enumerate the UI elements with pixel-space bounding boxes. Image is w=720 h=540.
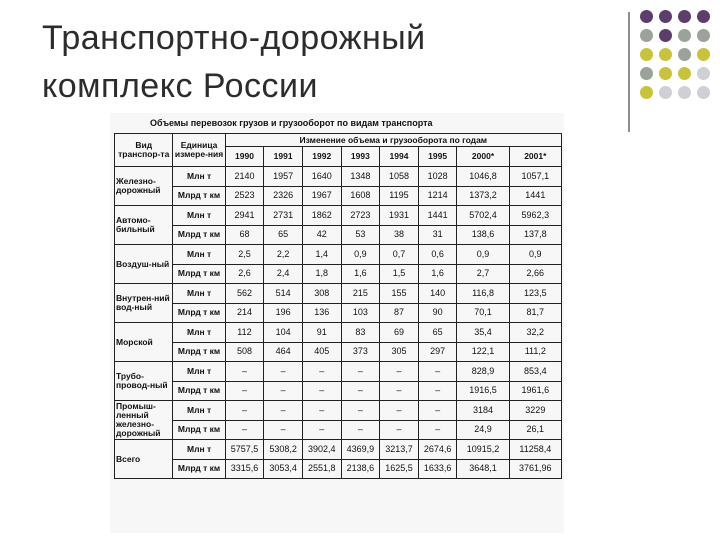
value-cell: 81,7 (509, 303, 561, 323)
value-cell: 140 (418, 284, 457, 304)
value-cell: 3184 (457, 401, 509, 421)
value-cell: 308 (302, 284, 341, 304)
value-cell: 3902,4 (302, 440, 341, 460)
value-cell: – (302, 420, 341, 440)
value-cell: 1,8 (302, 264, 341, 284)
value-cell: 2674,6 (418, 440, 457, 460)
value-cell: 1441 (509, 186, 561, 206)
value-cell: 138,6 (457, 225, 509, 245)
value-cell: – (264, 420, 303, 440)
value-cell: – (302, 401, 341, 421)
unit: Млрд т км (173, 459, 225, 479)
value-cell: – (264, 362, 303, 382)
value-cell: 2,7 (457, 264, 509, 284)
value-cell: 2326 (264, 186, 303, 206)
value-cell: 1195 (380, 186, 419, 206)
header-year: 1993 (341, 147, 380, 167)
value-cell: – (380, 420, 419, 440)
value-cell: 11258,4 (509, 440, 561, 460)
title-line-2: комплекс России (42, 67, 318, 105)
value-cell: 122,1 (457, 342, 509, 362)
unit: Млрд т км (173, 381, 225, 401)
decorative-divider (628, 12, 630, 132)
value-cell: 65 (418, 323, 457, 343)
value-cell: 1957 (264, 167, 303, 187)
value-cell: 5702,4 (457, 206, 509, 226)
decorative-dot (640, 48, 653, 61)
value-cell: 828,9 (457, 362, 509, 382)
value-cell: 1961,6 (509, 381, 561, 401)
value-cell: 196 (264, 303, 303, 323)
value-cell: 24,9 (457, 420, 509, 440)
table-row (115, 206, 562, 226)
header-unit: Единица измере-ния (173, 134, 225, 167)
value-cell: – (302, 381, 341, 401)
value-cell: 215 (341, 284, 380, 304)
table-row (115, 303, 562, 323)
value-cell: 1028 (418, 167, 457, 187)
value-cell: 104 (264, 323, 303, 343)
value-cell: 42 (302, 225, 341, 245)
table-row (115, 245, 562, 265)
value-cell: – (380, 401, 419, 421)
value-cell: 1640 (302, 167, 341, 187)
value-cell: 1625,5 (380, 459, 419, 479)
transport-type: Воздуш-ный (115, 245, 173, 284)
table-row (115, 167, 562, 187)
value-cell: 2138,6 (341, 459, 380, 479)
value-cell: 26,1 (509, 420, 561, 440)
value-cell: 2,66 (509, 264, 561, 284)
value-cell: 116,8 (457, 284, 509, 304)
value-cell: 136 (302, 303, 341, 323)
decorative-dot (640, 29, 653, 42)
value-cell: 464 (264, 342, 303, 362)
value-cell: 2,4 (264, 264, 303, 284)
value-cell: – (225, 381, 264, 401)
table-row (115, 225, 562, 245)
value-cell: 1,4 (302, 245, 341, 265)
decorative-dot (697, 29, 710, 42)
value-cell: 2731 (264, 206, 303, 226)
value-cell: 5757,5 (225, 440, 264, 460)
value-cell: – (264, 381, 303, 401)
transport-type: Автомо-бильный (115, 206, 173, 245)
header-year: 1995 (418, 147, 457, 167)
value-cell: 3213,7 (380, 440, 419, 460)
value-cell: – (302, 362, 341, 382)
unit: Млн т (173, 284, 225, 304)
value-cell: 1441 (418, 206, 457, 226)
value-cell: 68 (225, 225, 264, 245)
unit: Млн т (173, 362, 225, 382)
value-cell: 69 (380, 323, 419, 343)
value-cell: 155 (380, 284, 419, 304)
unit: Млн т (173, 440, 225, 460)
table-row (115, 401, 562, 421)
value-cell: 5308,2 (264, 440, 303, 460)
decorative-dot (659, 10, 672, 23)
unit: Млрд т км (173, 264, 225, 284)
value-cell: 1348 (341, 167, 380, 187)
value-cell: 405 (302, 342, 341, 362)
title-line-1: Транспортно-дорожный (42, 19, 426, 57)
value-cell: 2523 (225, 186, 264, 206)
value-cell: 1916,5 (457, 381, 509, 401)
unit: Млн т (173, 245, 225, 265)
transport-type: Трубо-провод-ный (115, 362, 173, 401)
header-year: 1991 (264, 147, 303, 167)
value-cell: 1633,6 (418, 459, 457, 479)
unit: Млрд т км (173, 225, 225, 245)
table-row (115, 342, 562, 362)
value-cell: 3053,4 (264, 459, 303, 479)
value-cell: 0,9 (341, 245, 380, 265)
value-cell: – (341, 401, 380, 421)
value-cell: – (225, 401, 264, 421)
table-row (115, 362, 562, 382)
header-year: 2001* (509, 147, 561, 167)
value-cell: 0,9 (457, 245, 509, 265)
decorative-dot (697, 67, 710, 80)
value-cell: 4369,9 (341, 440, 380, 460)
table-row (115, 440, 562, 460)
value-cell: 87 (380, 303, 419, 323)
table-row (115, 284, 562, 304)
value-cell: 514 (264, 284, 303, 304)
value-cell: – (418, 362, 457, 382)
value-cell: 31 (418, 225, 457, 245)
value-cell: – (418, 381, 457, 401)
value-cell: 3315,6 (225, 459, 264, 479)
header-transport-type: Вид транспор-та (115, 134, 173, 167)
decorative-dot (640, 67, 653, 80)
value-cell: 10915,2 (457, 440, 509, 460)
value-cell: 2140 (225, 167, 264, 187)
value-cell: 111,2 (509, 342, 561, 362)
unit: Млн т (173, 401, 225, 421)
value-cell: 3648,1 (457, 459, 509, 479)
unit: Млрд т км (173, 186, 225, 206)
value-cell: 1058 (380, 167, 419, 187)
unit: Млн т (173, 206, 225, 226)
value-cell: – (341, 420, 380, 440)
value-cell: 2723 (341, 206, 380, 226)
value-cell: – (341, 362, 380, 382)
value-cell: 103 (341, 303, 380, 323)
decorative-dot (640, 86, 653, 99)
value-cell: 1967 (302, 186, 341, 206)
decorative-dot (659, 67, 672, 80)
value-cell: 1373,2 (457, 186, 509, 206)
decorative-dot (659, 29, 672, 42)
value-cell: – (264, 401, 303, 421)
transport-type: Внутрен-ний вод-ный (115, 284, 173, 323)
value-cell: 3229 (509, 401, 561, 421)
unit: Млрд т км (173, 342, 225, 362)
transport-type: Железно-дорожный (115, 167, 173, 206)
value-cell: 65 (264, 225, 303, 245)
decorative-dot (678, 86, 691, 99)
value-cell: 90 (418, 303, 457, 323)
value-cell: 853,4 (509, 362, 561, 382)
transport-type: Всего (115, 440, 173, 479)
value-cell: 214 (225, 303, 264, 323)
value-cell: – (418, 401, 457, 421)
table-header-row (115, 134, 562, 147)
value-cell: 137,8 (509, 225, 561, 245)
header-year: 1994 (380, 147, 419, 167)
value-cell: 562 (225, 284, 264, 304)
table-row (115, 459, 562, 479)
value-cell: 373 (341, 342, 380, 362)
value-cell: – (380, 381, 419, 401)
value-cell: – (380, 362, 419, 382)
transport-type: Морской (115, 323, 173, 362)
decorative-dot (640, 10, 653, 23)
value-cell: 32,2 (509, 323, 561, 343)
value-cell: 0,7 (380, 245, 419, 265)
table-row (115, 186, 562, 206)
unit: Млн т (173, 323, 225, 343)
value-cell: 508 (225, 342, 264, 362)
value-cell: 1046,8 (457, 167, 509, 187)
value-cell: 2,5 (225, 245, 264, 265)
value-cell: 1931 (380, 206, 419, 226)
decorative-dot (697, 10, 710, 23)
value-cell: – (225, 362, 264, 382)
value-cell: 2941 (225, 206, 264, 226)
value-cell: 91 (302, 323, 341, 343)
decorative-dot-grid (640, 10, 720, 110)
unit: Млрд т км (173, 303, 225, 323)
unit: Млрд т км (173, 420, 225, 440)
table-row (115, 264, 562, 284)
value-cell: 0,9 (509, 245, 561, 265)
value-cell: 1,6 (418, 264, 457, 284)
decorative-dot (659, 48, 672, 61)
value-cell: – (341, 381, 380, 401)
value-cell: 112 (225, 323, 264, 343)
decorative-dot (678, 67, 691, 80)
value-cell: 0,6 (418, 245, 457, 265)
unit: Млн т (173, 167, 225, 187)
table-row (115, 381, 562, 401)
decorative-dot (678, 10, 691, 23)
decorative-dot (678, 48, 691, 61)
slide-title (42, 14, 582, 110)
value-cell: 1,6 (341, 264, 380, 284)
value-cell: 38 (380, 225, 419, 245)
header-year: 1992 (302, 147, 341, 167)
value-cell: – (418, 420, 457, 440)
table-row (115, 420, 562, 440)
decorative-dot (678, 29, 691, 42)
value-cell: 3761,96 (509, 459, 561, 479)
value-cell: 35,4 (457, 323, 509, 343)
freight-table (114, 133, 562, 479)
decorative-dot (659, 86, 672, 99)
decorative-dot (697, 86, 710, 99)
decorative-dot (697, 48, 710, 61)
value-cell: 1057,1 (509, 167, 561, 187)
header-year: 1990 (225, 147, 264, 167)
value-cell: 123,5 (509, 284, 561, 304)
value-cell: 2,6 (225, 264, 264, 284)
value-cell: 53 (341, 225, 380, 245)
value-cell: 297 (418, 342, 457, 362)
table-row (115, 323, 562, 343)
value-cell: 2551,8 (302, 459, 341, 479)
value-cell: 83 (341, 323, 380, 343)
header-year: 2000* (457, 147, 509, 167)
value-cell: – (225, 420, 264, 440)
transport-type: Промыш-ленный железно-дорожный (115, 401, 173, 440)
value-cell: 1214 (418, 186, 457, 206)
value-cell: 1,5 (380, 264, 419, 284)
header-span-title: Изменение объема и грузооборота по годам (225, 134, 561, 147)
value-cell: 2,2 (264, 245, 303, 265)
value-cell: 5962,3 (509, 206, 561, 226)
table-caption: Объемы перевозок грузов и грузооборот по видам транспорта (150, 118, 433, 128)
value-cell: 70,1 (457, 303, 509, 323)
value-cell: 1608 (341, 186, 380, 206)
value-cell: 1862 (302, 206, 341, 226)
value-cell: 305 (380, 342, 419, 362)
